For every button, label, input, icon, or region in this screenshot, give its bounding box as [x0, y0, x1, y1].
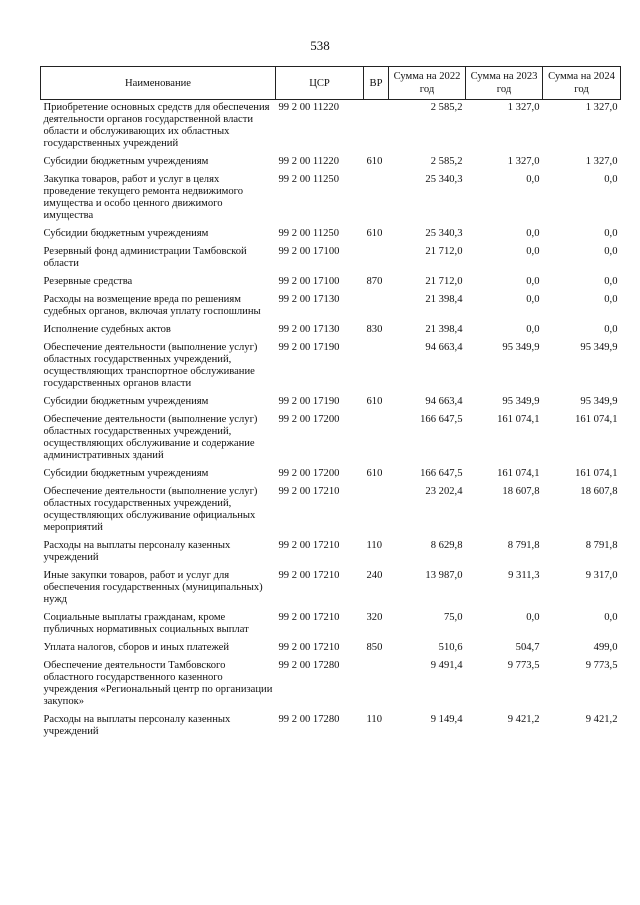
row-csr: 99 2 00 17130 — [278, 324, 340, 335]
row-sum-2022: 94 663,4 — [425, 342, 463, 353]
row-name: Расходы на выплаты персоналу казенных учреждений — [43, 714, 231, 737]
row-sum-2022: 21 712,0 — [425, 276, 463, 287]
table-row — [41, 100, 621, 155]
row-sum-2024: 0,0 — [604, 324, 618, 335]
row-sum-2024: 9 773,5 — [585, 660, 618, 671]
row-sum-2022: 21 712,0 — [425, 246, 463, 257]
row-sum-2022: 8 629,8 — [430, 540, 463, 551]
row-sum-2024: 1 327,0 — [585, 102, 618, 113]
row-sum-2023: 1 327,0 — [507, 156, 540, 167]
table-body — [41, 100, 621, 743]
row-name: Иные закупки товаров, работ и услуг для обеспечения государственных (муниципальных) нужд — [43, 570, 263, 605]
row-sum-2023: 0,0 — [526, 276, 540, 287]
row-vr — [364, 484, 389, 538]
row-csr: 99 2 00 17210 — [278, 570, 340, 581]
row-csr: 99 2 00 17210 — [278, 540, 340, 551]
row-vr: 870 — [366, 276, 383, 287]
row-vr: 610 — [366, 156, 383, 167]
row-name: Субсидии бюджетным учреждениям — [43, 228, 209, 239]
row-sum-2023: 0,0 — [526, 174, 540, 185]
row-csr: 99 2 00 17210 — [278, 642, 340, 653]
row-vr — [364, 292, 389, 322]
row-name: Резервные средства — [43, 276, 133, 287]
row-csr: 99 2 00 11250 — [278, 174, 340, 185]
table-row — [41, 244, 621, 274]
row-sum-2023: 161 074,1 — [497, 414, 540, 425]
row-sum-2023: 0,0 — [526, 294, 540, 305]
table-row — [41, 154, 621, 172]
row-sum-2022: 166 647,5 — [420, 468, 463, 479]
row-csr: 99 2 00 17190 — [278, 342, 340, 353]
row-sum-2024: 9 317,0 — [585, 570, 618, 581]
row-sum-2023: 95 349,9 — [502, 396, 540, 407]
row-sum-2023: 161 074,1 — [497, 468, 540, 479]
row-csr: 99 2 00 17190 — [278, 396, 340, 407]
row-vr: 610 — [366, 228, 383, 239]
table-row — [41, 412, 621, 466]
row-name: Закупка товаров, работ и услуг в целях проведение текущего ремонта недвижимого имущества и особо ценного движимого имущества — [43, 174, 243, 221]
row-sum-2024: 1 327,0 — [585, 156, 618, 167]
table-row — [41, 610, 621, 640]
row-sum-2022: 2 585,2 — [430, 102, 463, 113]
page-number: 538 — [310, 38, 330, 53]
row-csr: 99 2 00 11220 — [278, 156, 340, 167]
row-sum-2023: 18 607,8 — [502, 486, 540, 497]
table-row — [41, 274, 621, 292]
row-sum-2024: 0,0 — [604, 276, 618, 287]
table-row — [41, 712, 621, 742]
row-vr: 110 — [366, 714, 382, 725]
table-row — [41, 658, 621, 712]
row-name: Обеспечение деятельности Тамбовского областного государственного казенного учреждения «Региональный центр по организации закупок» — [43, 660, 273, 707]
table-row — [41, 394, 621, 412]
row-vr: 320 — [366, 612, 383, 623]
header-sum-2023: Сумма на 2023 год — [466, 67, 543, 100]
table-row — [41, 466, 621, 484]
table-row — [41, 226, 621, 244]
header-vr: ВР — [364, 67, 389, 100]
row-name: Социальные выплаты гражданам, кроме публичных нормативных социальных выплат — [43, 612, 249, 635]
row-sum-2022: 510,6 — [438, 642, 463, 653]
row-sum-2022: 75,0 — [443, 612, 463, 623]
row-vr — [364, 100, 389, 155]
row-csr: 99 2 00 17200 — [278, 414, 340, 425]
row-vr: 240 — [366, 570, 383, 581]
row-name: Обеспечение деятельности (выполнение услуг) областных государственных учреждений, осуществляющих обслуживание и содержание административных зданий — [43, 414, 258, 461]
row-name: Резервный фонд администрации Тамбовской области — [43, 246, 247, 269]
row-name: Расходы на возмещение вреда по решениям судебных органов, включая уплату госпошлины — [43, 294, 261, 317]
header-name: Наименование — [41, 67, 276, 100]
row-name: Субсидии бюджетным учреждениям — [43, 468, 209, 479]
row-sum-2024: 9 421,2 — [585, 714, 618, 725]
row-sum-2022: 25 340,3 — [425, 228, 463, 239]
table-header-row — [41, 67, 621, 100]
table-row — [41, 292, 621, 322]
row-name: Исполнение судебных актов — [43, 324, 171, 335]
row-vr — [364, 412, 389, 466]
row-sum-2024: 8 791,8 — [585, 540, 618, 551]
row-vr: 610 — [366, 396, 383, 407]
row-vr — [364, 658, 389, 712]
table-row — [41, 172, 621, 226]
row-csr: 99 2 00 11250 — [278, 228, 340, 239]
row-sum-2023: 9 421,2 — [507, 714, 540, 725]
row-name: Субсидии бюджетным учреждениям — [43, 396, 209, 407]
table-row — [41, 322, 621, 340]
header-csr: ЦСР — [276, 67, 364, 100]
row-sum-2023: 8 791,8 — [507, 540, 540, 551]
row-vr: 830 — [366, 324, 383, 335]
row-sum-2023: 0,0 — [526, 324, 540, 335]
row-csr: 99 2 00 17130 — [278, 294, 340, 305]
table-row — [41, 640, 621, 658]
row-csr: 99 2 00 17280 — [278, 714, 340, 725]
row-name: Расходы на выплаты персоналу казенных учреждений — [43, 540, 231, 563]
row-sum-2023: 0,0 — [526, 612, 540, 623]
header-sum-2024: Сумма на 2024 год — [543, 67, 621, 100]
row-sum-2024: 161 074,1 — [575, 414, 618, 425]
header-sum-2022: Сумма на 2022 год — [389, 67, 466, 100]
row-sum-2022: 13 987,0 — [425, 570, 463, 581]
row-sum-2022: 25 340,3 — [425, 174, 463, 185]
row-sum-2022: 2 585,2 — [430, 156, 463, 167]
row-sum-2023: 1 327,0 — [507, 102, 540, 113]
row-sum-2022: 21 398,4 — [425, 324, 463, 335]
row-sum-2024: 95 349,9 — [580, 342, 618, 353]
row-name: Уплата налогов, сборов и иных платежей — [43, 642, 230, 653]
row-vr: 110 — [366, 540, 382, 551]
row-sum-2024: 0,0 — [604, 228, 618, 239]
row-sum-2023: 95 349,9 — [502, 342, 540, 353]
row-sum-2022: 166 647,5 — [420, 414, 463, 425]
budget-table — [40, 66, 621, 742]
table-row — [41, 568, 621, 610]
row-csr: 99 2 00 17210 — [278, 612, 340, 623]
row-vr — [364, 244, 389, 274]
row-sum-2023: 504,7 — [515, 642, 540, 653]
row-csr: 99 2 00 11220 — [278, 102, 340, 113]
row-sum-2022: 9 491,4 — [430, 660, 463, 671]
row-sum-2024: 18 607,8 — [580, 486, 618, 497]
row-name: Обеспечение деятельности (выполнение услуг) областных государственных учреждений, осуществляющих транспортное обслуживание государственных органов власти — [43, 342, 258, 389]
row-sum-2024: 0,0 — [604, 246, 618, 257]
row-sum-2022: 9 149,4 — [430, 714, 463, 725]
table-row — [41, 484, 621, 538]
row-sum-2024: 0,0 — [604, 174, 618, 185]
row-sum-2024: 95 349,9 — [580, 396, 618, 407]
row-vr: 610 — [366, 468, 383, 479]
row-sum-2024: 161 074,1 — [575, 468, 618, 479]
row-sum-2024: 0,0 — [604, 612, 618, 623]
row-sum-2022: 94 663,4 — [425, 396, 463, 407]
row-csr: 99 2 00 17100 — [278, 276, 340, 287]
row-csr: 99 2 00 17100 — [278, 246, 340, 257]
row-vr: 850 — [366, 642, 383, 653]
row-vr — [364, 340, 389, 394]
row-sum-2022: 21 398,4 — [425, 294, 463, 305]
row-name: Обеспечение деятельности (выполнение услуг) областных государственных учреждений, осуществляющих обслуживание официальных мероприятий — [43, 486, 258, 533]
row-sum-2023: 0,0 — [526, 246, 540, 257]
row-sum-2023: 0,0 — [526, 228, 540, 239]
table-row — [41, 340, 621, 394]
row-csr: 99 2 00 17200 — [278, 468, 340, 479]
row-sum-2023: 9 773,5 — [507, 660, 540, 671]
row-sum-2024: 499,0 — [593, 642, 618, 653]
row-vr — [364, 172, 389, 226]
row-name: Субсидии бюджетным учреждениям — [43, 156, 209, 167]
row-sum-2023: 9 311,3 — [508, 570, 540, 581]
row-csr: 99 2 00 17210 — [278, 486, 340, 497]
table-row — [41, 538, 621, 568]
row-name: Приобретение основных средств для обеспечения деятельности органов государственной власти области и обслуживающих их областных государственных учреждений — [43, 102, 270, 149]
row-csr: 99 2 00 17280 — [278, 660, 340, 671]
row-sum-2024: 0,0 — [604, 294, 618, 305]
row-sum-2022: 23 202,4 — [425, 486, 463, 497]
